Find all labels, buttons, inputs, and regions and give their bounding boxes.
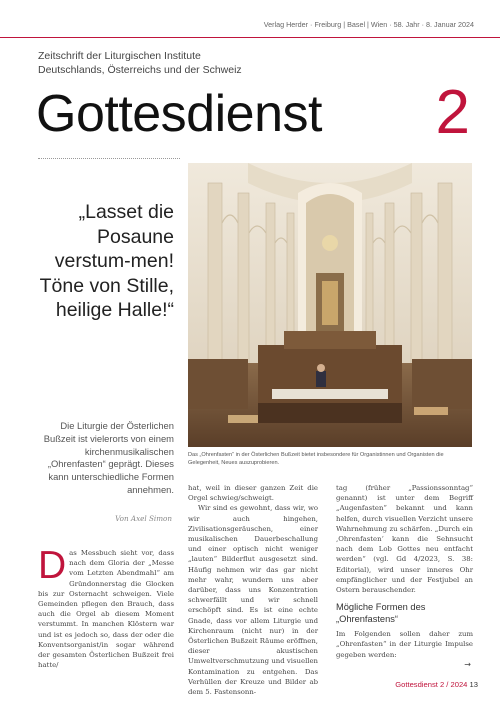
article-teaser: Die Liturgie der Österlichen Bußzeit ist vielerorts von einem kirchenmusikalischen „Ohrenfasten“ geprägt. Dieses kann unterschiedliche Formen annehmen. (43, 420, 174, 495)
dotted-divider (38, 158, 180, 159)
drop-cap: D (38, 544, 67, 587)
page-footer (395, 680, 478, 689)
header-rule (0, 37, 500, 38)
article-column-3 (336, 483, 473, 670)
publisher-meta: Verlag Herder · Freiburg | Basel | Wien · 58. Jahr · 8. Januar 2024 (263, 20, 474, 29)
column-1-text: as Messbuch sieht vor, dass nach dem Gloria der „Messe vom Letzten Abendmahl“ am Gründonnerstag die Glocken bis zur Osternacht schweigen. Viele Gemeinden pflegen den Brauch, dass auch die Orgel ab diesem Moment verstummt. In manchen Klöstern war und ist es jedoch so, dass der oder die Konventsorganist/in sogar während der gesamten Österlichen Bußzeit frei hatte/ (38, 549, 174, 670)
church-interior-photo (188, 163, 472, 447)
footer-journal-label: Gottesdienst 2 / 2024 (395, 680, 468, 689)
article-title-quote: „Lasset die Posaune verstum-men! Töne von Stille, heilige Halle!“ (39, 201, 174, 321)
continue-arrow-icon: → (464, 659, 471, 669)
article-column-1 (38, 544, 174, 670)
section-heading: Mögliche Formen des „Ohrenfastens“ (336, 602, 426, 625)
article-column-2 (188, 483, 318, 697)
page-number: 13 (469, 680, 478, 689)
column-3-paragraph-2: Im Folgenden sollen daher zum „Ohrenfasten“ in der Liturgie Impulse gegeben werden: (336, 630, 473, 659)
subtitle-line-1: Zeitschrift der Liturgischen Institute (38, 50, 201, 62)
subtitle-line-2: Deutschlands, Österreichs und der Schweiz (38, 64, 242, 76)
column-2-paragraph-1: hat, weil in dieser ganzen Zeit die Orgel schwieg/schweigt. (188, 484, 318, 503)
article-author: Von Axel Simon (115, 514, 172, 523)
journal-subtitle (38, 49, 242, 77)
masthead-title: Gottesdienst (36, 85, 322, 143)
column-2-paragraph-2: Wir sind es gewohnt, dass wir, wo wir auch hingehen, Zivilisationsgeräuschen, einer musikalischen Dauerbeschallung und einer optisch nicht weniger „lauten“ Bilderflut ausgesetzt sind. Häufig nehmen wir das gar nicht mehr wahr, wundern uns aber darüber, dass uns Konzentration schwerfällt und wir schnell erschöpft sind. Es ist eine echte Gnade, dass vor allem Liturgie und Kirchenraum (nicht nur) in der Österlichen Bußzeit Räume eröffnen, dieser akustischen Umweltverschmutzung und visuellen Kontamination zu entgehen. Das Verhüllen der Kreuze und Bilder ab dem 5. Fastensonn- (188, 504, 318, 697)
photo-caption: Das „Ohrenfasten“ in der Österlichen Bußzeit bietet insbesondere für Organistinnen und Organisten die Gelegenheit, Neues auszuprobieren. (188, 452, 444, 466)
issue-number: 2 (435, 78, 470, 147)
column-3-paragraph-1: tag (früher „Passionssonntag“ genannt) ist unter dem Begriff „Augenfasten“ bekannt und kann helfen, durch visuellen Verzicht unsere Wahrnehmung zu schärfen. „Durch ein ‚Ohrenfasten‘ kann die Sehnsucht nach dem Lob Gottes neu entfacht werden“ (vgl. Gd 4/2023, S. 38: Editorial), wird unser inneres Ohr empfänglicher und der Festjubel an Ostern berauschender. (336, 484, 473, 595)
